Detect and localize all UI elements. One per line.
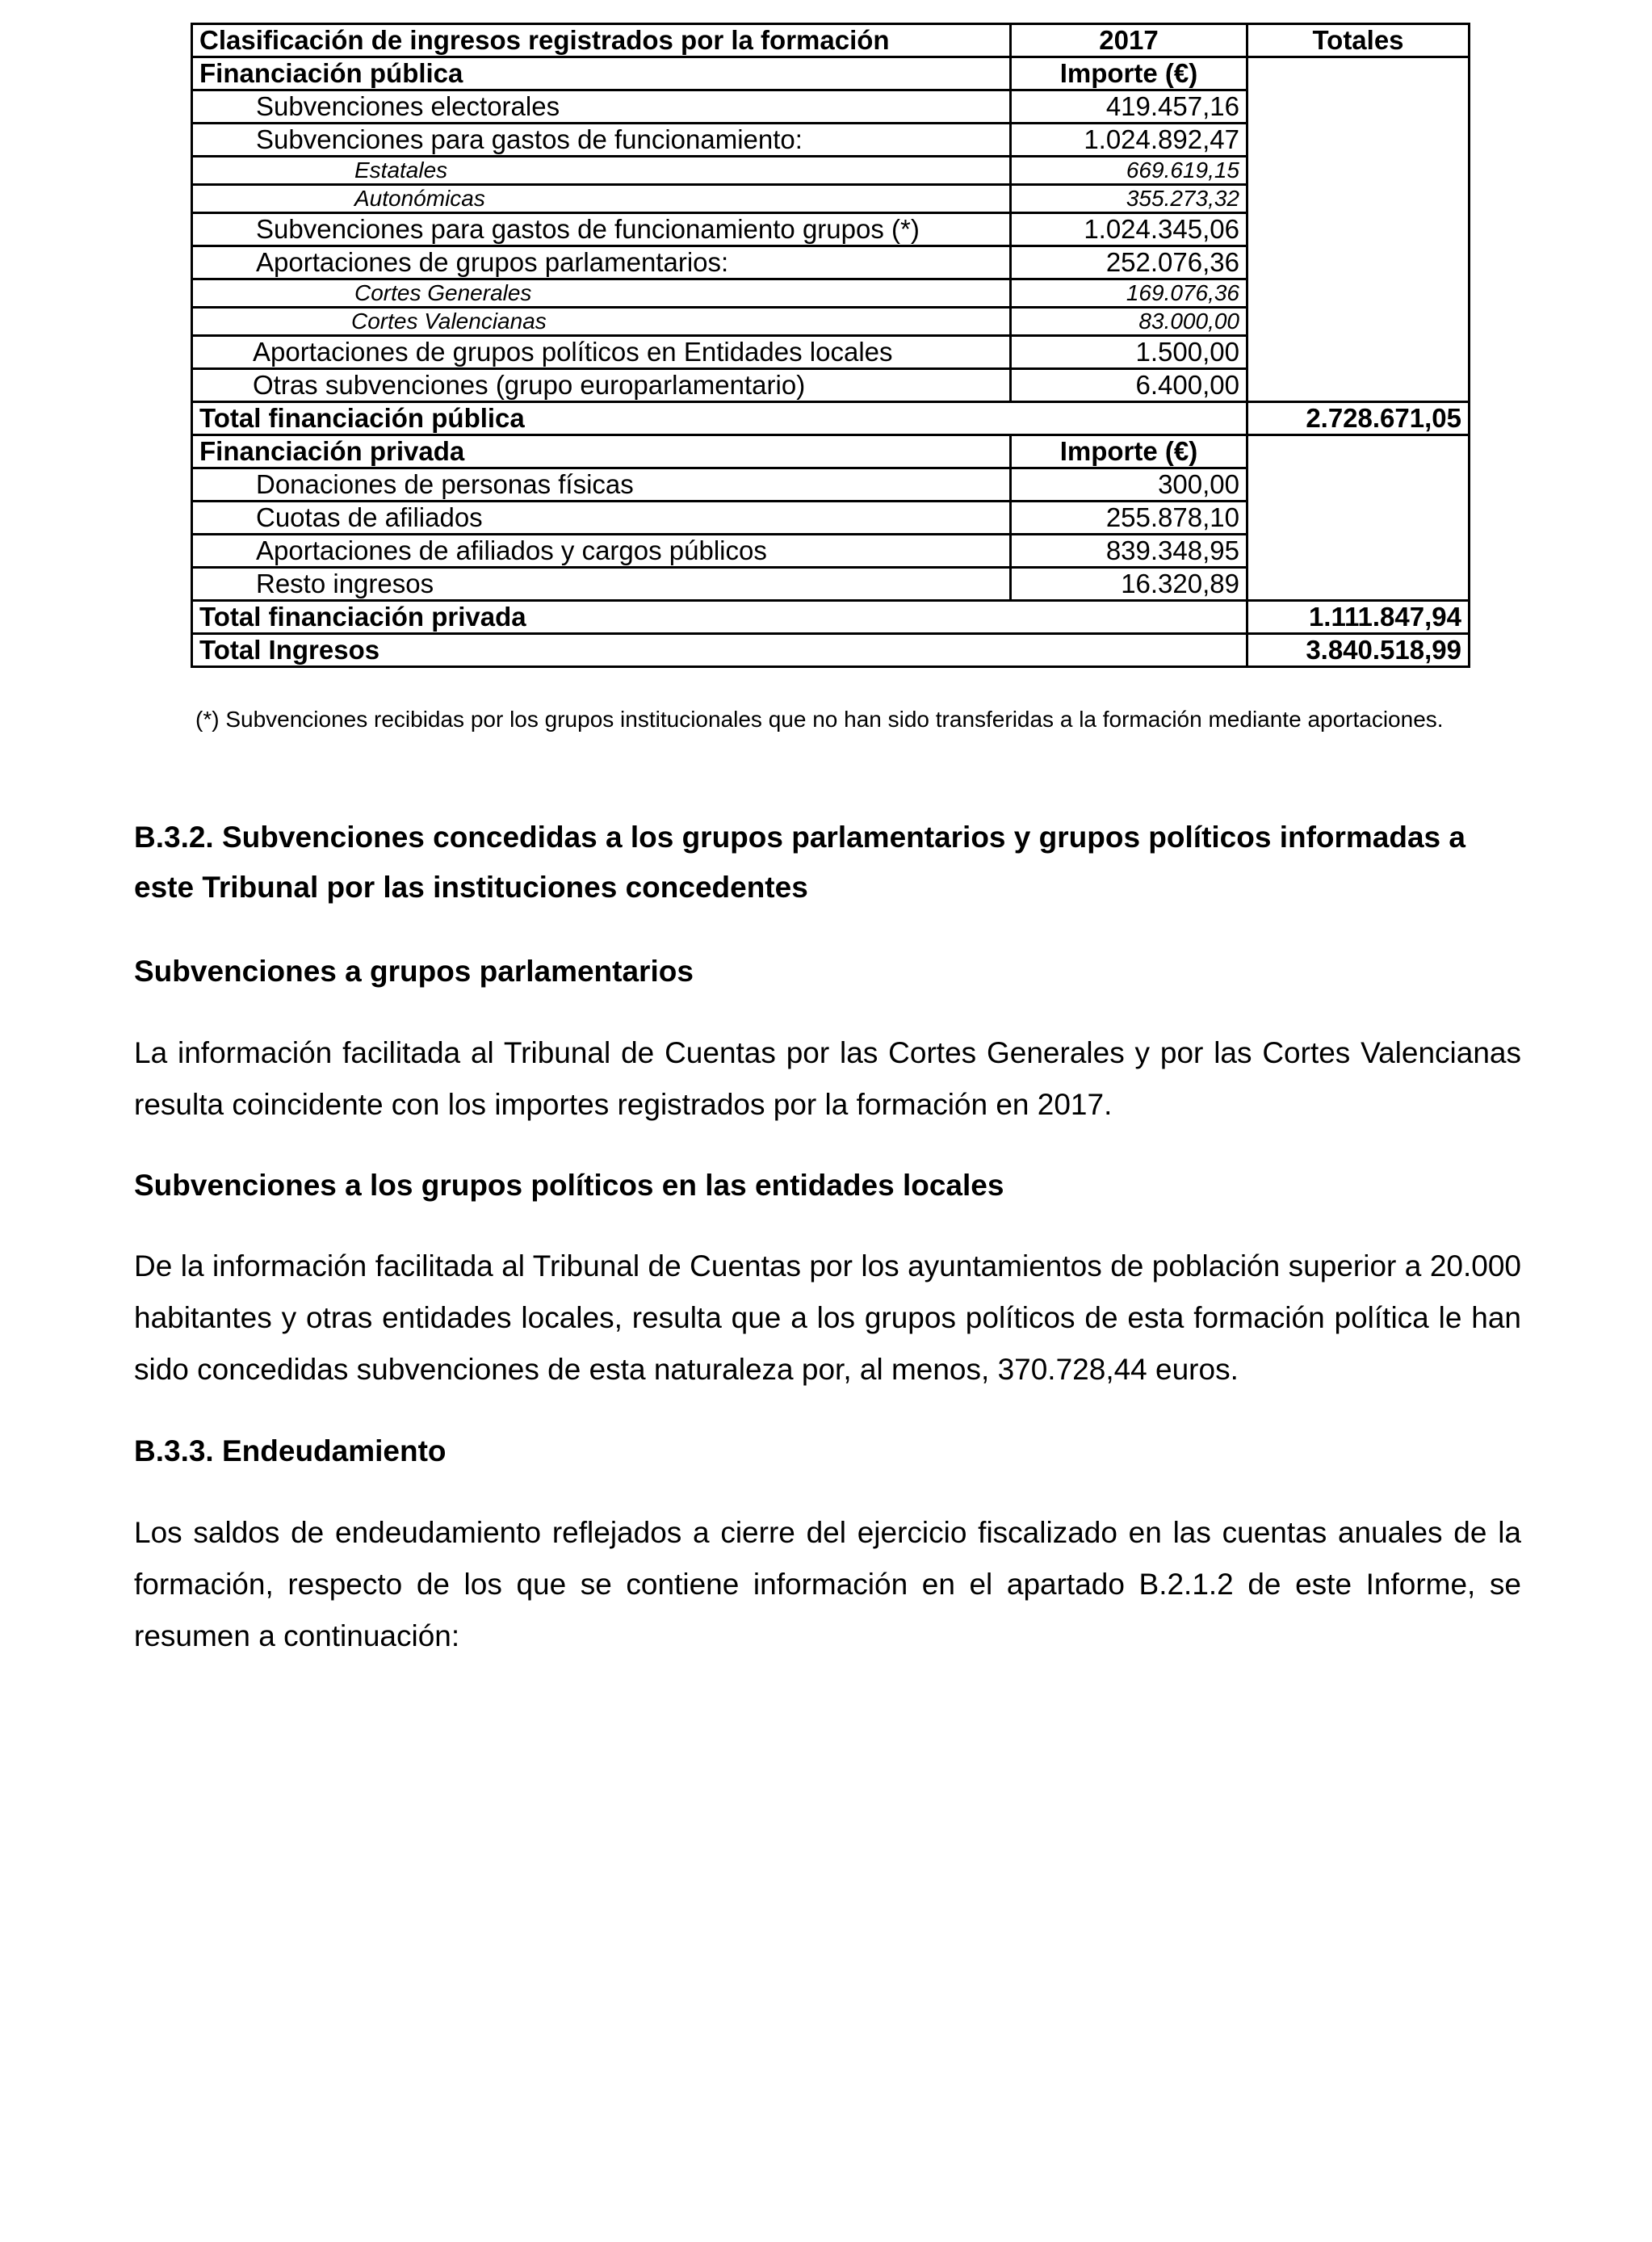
- row-value: 169.076,36: [1011, 279, 1247, 308]
- public-title: Financiación pública: [192, 57, 1011, 90]
- public-total-row: [192, 402, 1470, 435]
- paragraph-local-entities: De la información facilitada al Tribunal de Cuentas por los ayuntamientos de población superior a 20.000 habitantes y otras entidades locales, resulta que a los grupos políticos de esta formación política le han sido concedidas subvenciones de esta naturaleza por, al menos, 370.728,44 euros.: [134, 1249, 1521, 1386]
- row-value: 300,00: [1011, 468, 1247, 502]
- public-section-row: [192, 57, 1470, 90]
- table-footnote: (*) Subvenciones recibidas por los grupos institucionales que no han sido transferidas a la formación mediante aportaciones.: [195, 707, 1444, 732]
- row-value: 355.273,32: [1011, 185, 1247, 213]
- header-totals: Totales: [1247, 24, 1470, 57]
- row-label: Subvenciones para gastos de funcionamiento:: [192, 124, 1011, 157]
- section-heading-b332: B.3.2. Subvenciones concedidas a los grupos parlamentarios y grupos políticos informadas a este Tribunal por las instituciones concedentes: [134, 821, 1465, 904]
- row-value: 252.076,36: [1011, 246, 1247, 279]
- private-totals-blank: [1247, 435, 1470, 601]
- row-value: 1.024.345,06: [1011, 213, 1247, 246]
- row-label: Donaciones de personas físicas: [192, 468, 1011, 502]
- public-amount-header: Importe (€): [1011, 57, 1247, 90]
- private-amount-header: Importe (€): [1011, 435, 1247, 468]
- subheading-local-entities: Subvenciones a los grupos políticos en las entidades locales: [134, 1169, 1004, 1202]
- row-value: 669.619,15: [1011, 157, 1247, 185]
- header-classification: Clasificación de ingresos registrados por la formación: [192, 24, 1011, 57]
- private-title: Financiación privada: [192, 435, 1011, 468]
- private-total-row: [192, 601, 1470, 634]
- row-label: Estatales: [192, 157, 1011, 185]
- row-value: 1.024.892,47: [1011, 124, 1247, 157]
- section-heading-b333: B.3.3. Endeudamiento: [134, 1434, 447, 1467]
- row-label: Autonómicas: [192, 185, 1011, 213]
- paragraph-indebtedness: Los saldos de endeudamiento reflejados a cierre del ejercicio fiscalizado en las cuentas anuales de la formación, respecto de los que se contiene información en el apartado B.2.1.2 de este Informe, se resumen a continuación:: [134, 1516, 1521, 1652]
- row-value: 419.457,16: [1011, 90, 1247, 124]
- row-value: 1.500,00: [1011, 336, 1247, 369]
- row-label: Aportaciones de afiliados y cargos públicos: [192, 535, 1011, 568]
- private-section-row: [192, 435, 1470, 468]
- row-value: 83.000,00: [1011, 308, 1247, 336]
- row-label: Subvenciones electorales: [192, 90, 1011, 124]
- grand-total-label: Total Ingresos: [192, 634, 1247, 667]
- table-header-row: [192, 24, 1470, 57]
- public-totals-blank: [1247, 57, 1470, 402]
- header-year: 2017: [1011, 24, 1247, 57]
- row-value: 255.878,10: [1011, 502, 1247, 535]
- row-label: Resto ingresos: [192, 568, 1011, 601]
- row-label: Subvenciones para gastos de funcionamiento grupos (*): [192, 213, 1011, 246]
- row-label: Cortes Generales: [192, 279, 1011, 308]
- subheading-parliamentary-groups: Subvenciones a grupos parlamentarios: [134, 955, 694, 988]
- paragraph-parliamentary-groups: La información facilitada al Tribunal de Cuentas por las Cortes Generales y por las Cortes Valencianas resulta coincidente con los importes registrados por la formación en 2017.: [134, 1036, 1521, 1121]
- private-total-label: Total financiación privada: [192, 601, 1247, 634]
- row-label: Aportaciones de grupos parlamentarios:: [192, 246, 1011, 279]
- row-label: Otras subvenciones (grupo europarlamentario): [192, 369, 1011, 402]
- row-label: Cortes Valencianas: [192, 308, 1011, 336]
- row-value: 16.320,89: [1011, 568, 1247, 601]
- private-total-value: 1.111.847,94: [1247, 601, 1470, 634]
- public-total-label: Total financiación pública: [192, 402, 1247, 435]
- row-value: 6.400,00: [1011, 369, 1247, 402]
- row-label: Cuotas de afiliados: [192, 502, 1011, 535]
- income-classification-table: [191, 23, 1470, 668]
- row-label: Aportaciones de grupos políticos en Entidades locales: [192, 336, 1011, 369]
- public-total-value: 2.728.671,05: [1247, 402, 1470, 435]
- row-value: 839.348,95: [1011, 535, 1247, 568]
- grand-total-value: 3.840.518,99: [1247, 634, 1470, 667]
- grand-total-row: [192, 634, 1470, 667]
